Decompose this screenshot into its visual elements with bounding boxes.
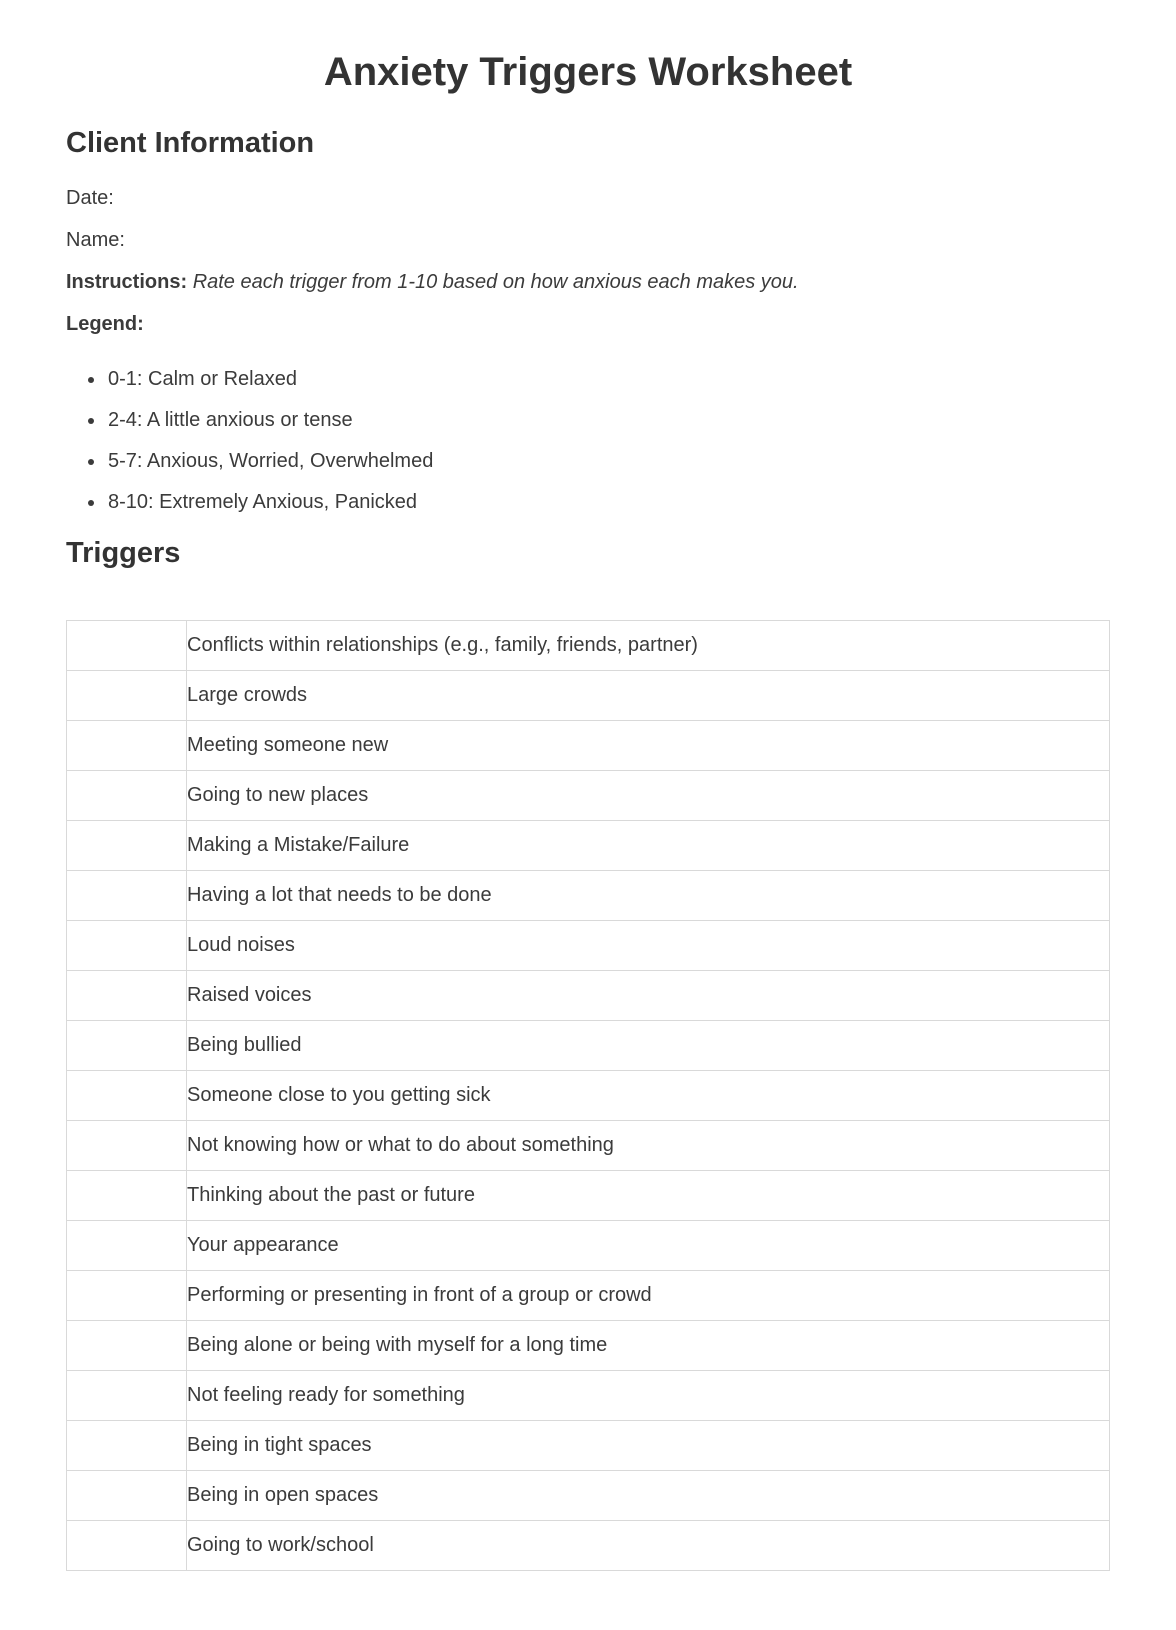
table-row <box>67 1320 1110 1370</box>
rating-cell <box>67 1420 187 1470</box>
table-row <box>67 1270 1110 1320</box>
rating-cell <box>67 720 187 770</box>
rating-cell <box>67 1020 187 1070</box>
table-row <box>67 1520 1110 1570</box>
instructions-label: Instructions: <box>66 270 188 293</box>
trigger-label: Meeting someone new <box>187 720 1110 770</box>
table-row <box>67 1220 1110 1270</box>
table-row <box>67 1170 1110 1220</box>
rating-cell <box>67 1320 187 1370</box>
table-row <box>67 620 1110 670</box>
trigger-label: Going to new places <box>187 770 1110 820</box>
trigger-label: Someone close to you getting sick <box>187 1070 1110 1120</box>
instructions-text: Rate each trigger from 1-10 based on how anxious each makes you. <box>192 270 799 293</box>
rating-cell <box>67 870 187 920</box>
rating-cell <box>67 920 187 970</box>
client-information-heading: Client Information <box>66 127 315 159</box>
table-row <box>67 1370 1110 1420</box>
table-row <box>67 1470 1110 1520</box>
rating-cell <box>67 820 187 870</box>
date-label: Date: <box>66 186 114 209</box>
trigger-label: Loud noises <box>187 920 1110 970</box>
rating-cell <box>67 1370 187 1420</box>
table-row <box>67 1020 1110 1070</box>
rating-cell <box>67 1070 187 1120</box>
legend-item: • 5-7: Anxious, Worried, Overwhelmed <box>106 449 1110 473</box>
trigger-label: Conflicts within relationships (e.g., family, friends, partner) <box>187 620 1110 670</box>
legend-item: • 2-4: A little anxious or tense <box>106 408 1110 432</box>
table-row <box>67 1070 1110 1120</box>
rating-cell <box>67 1270 187 1320</box>
trigger-label: Not feeling ready for something <box>187 1370 1110 1420</box>
rating-cell <box>67 1120 187 1170</box>
rating-cell <box>67 1220 187 1270</box>
trigger-label: Being in tight spaces <box>187 1420 1110 1470</box>
name-label: Name: <box>66 228 125 251</box>
trigger-label: Performing or presenting in front of a group or crowd <box>187 1270 1110 1320</box>
trigger-label: Being alone or being with myself for a long time <box>187 1320 1110 1370</box>
table-row <box>67 920 1110 970</box>
rating-cell <box>67 770 187 820</box>
rating-cell <box>67 620 187 670</box>
triggers-table <box>66 620 1110 1571</box>
table-row <box>67 1120 1110 1170</box>
rating-cell <box>67 1520 187 1570</box>
trigger-label: Being bullied <box>187 1020 1110 1070</box>
triggers-heading: Triggers <box>66 536 181 569</box>
page-title: Anxiety Triggers Worksheet <box>323 50 853 94</box>
legend-list <box>66 367 1110 514</box>
trigger-label: Thinking about the past or future <box>187 1170 1110 1220</box>
table-row <box>67 670 1110 720</box>
table-row <box>67 1420 1110 1470</box>
rating-cell <box>67 970 187 1020</box>
rating-cell <box>67 1170 187 1220</box>
trigger-label: Going to work/school <box>187 1520 1110 1570</box>
trigger-label: Large crowds <box>187 670 1110 720</box>
trigger-label: Raised voices <box>187 970 1110 1020</box>
trigger-label: Making a Mistake/Failure <box>187 820 1110 870</box>
rating-cell <box>67 1470 187 1520</box>
trigger-label: Your appearance <box>187 1220 1110 1270</box>
trigger-label: Having a lot that needs to be done <box>187 870 1110 920</box>
legend-item: • 0-1: Calm or Relaxed <box>106 367 1110 391</box>
table-row <box>67 970 1110 1020</box>
legend-item: • 8-10: Extremely Anxious, Panicked <box>106 490 1110 514</box>
trigger-label: Being in open spaces <box>187 1470 1110 1520</box>
legend-label: Legend: <box>66 312 144 335</box>
instructions-line <box>66 270 1110 294</box>
table-row <box>67 870 1110 920</box>
table-row <box>67 770 1110 820</box>
table-row <box>67 820 1110 870</box>
trigger-label: Not knowing how or what to do about something <box>187 1120 1110 1170</box>
table-row <box>67 720 1110 770</box>
rating-cell <box>67 670 187 720</box>
